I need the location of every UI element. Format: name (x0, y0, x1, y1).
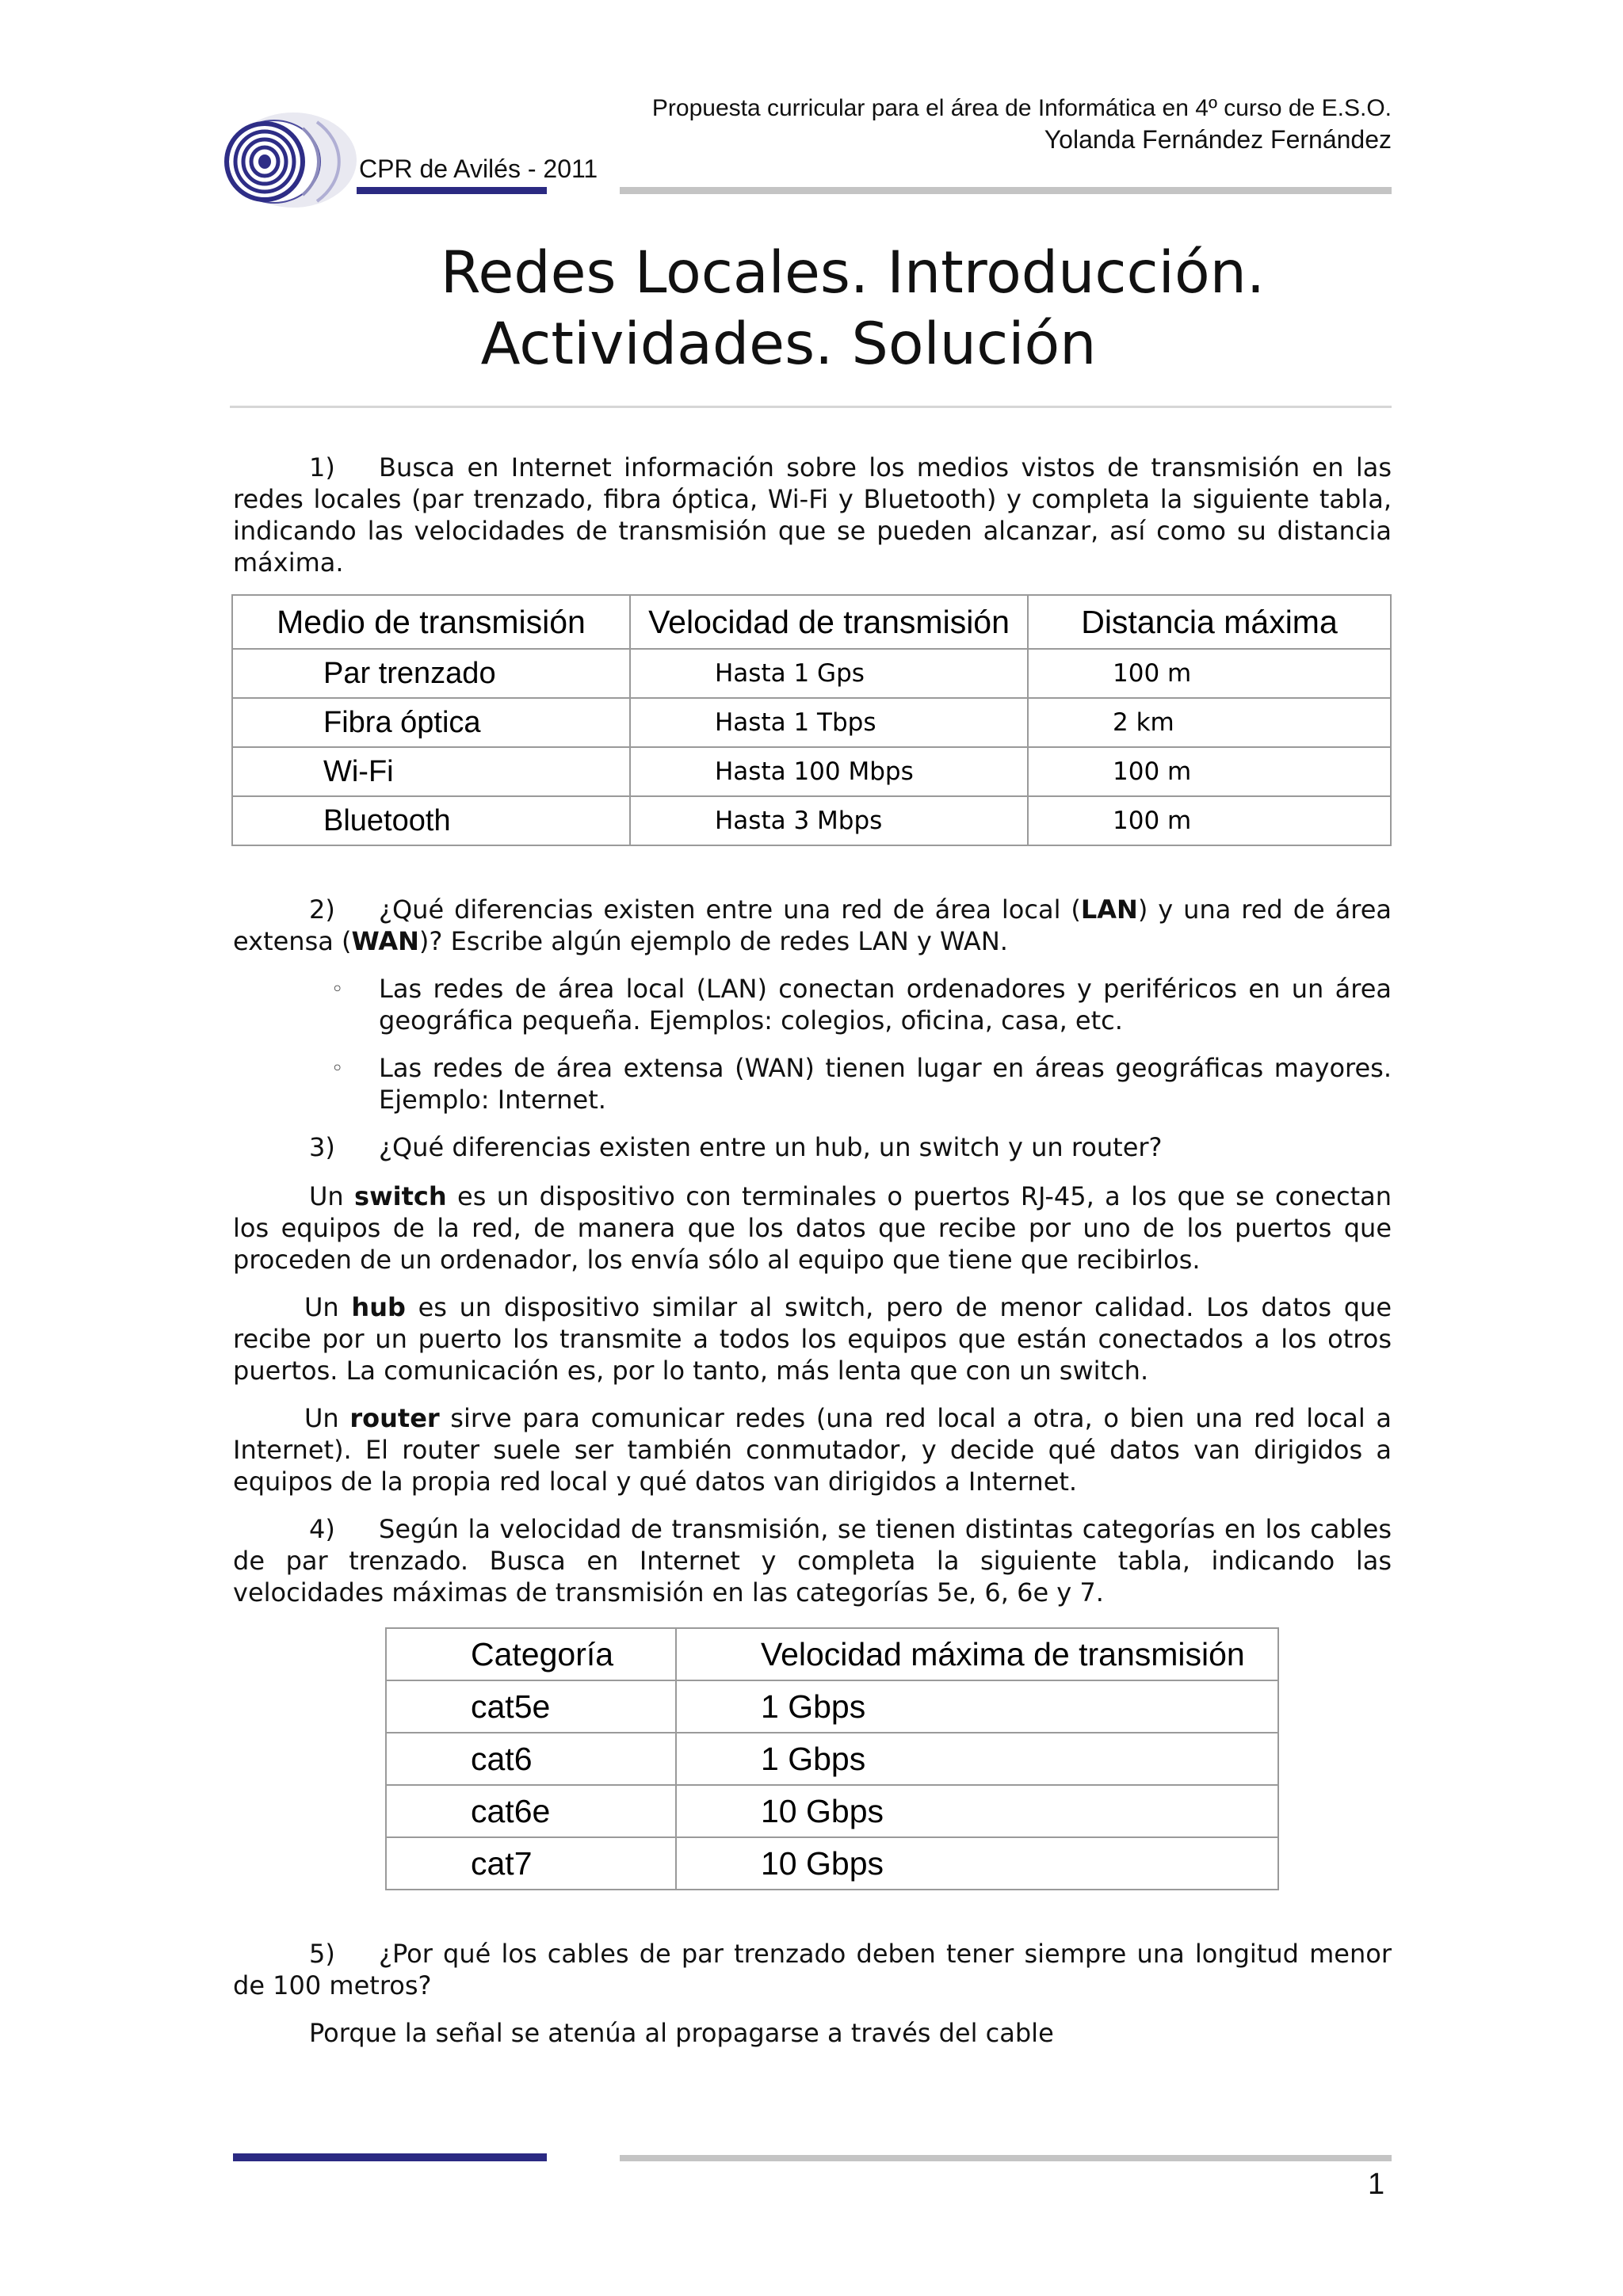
table-row (386, 1837, 1278, 1890)
table-cell: Hasta 1 Gps (630, 649, 1028, 698)
table-cell: Par trenzado (232, 649, 630, 698)
header-course-line: Propuesta curricular para el área de Informática en 4º curso de E.S.O. (651, 95, 1392, 121)
bullet-icon: ◦ (331, 978, 344, 1001)
hub-paragraph (233, 1291, 1392, 1386)
table-header-row (386, 1628, 1278, 1680)
hub-text: es un dispositivo similar al switch, pero de menor calidad. Los datos que recibe por un puerto los transmite a todos los equipos que están conectados a los otros puertos. La comunicación es, por lo tanto, más lenta que con un switch. (233, 1292, 1392, 1386)
table-header-cell: Categoría (386, 1628, 676, 1680)
transmission-media-table (231, 594, 1392, 846)
table-row (232, 649, 1391, 698)
question-2-text-c: )? Escribe algún ejemplo de redes LAN y WAN. (418, 926, 1008, 956)
table-cell: cat6 (386, 1733, 676, 1785)
table-row (232, 747, 1391, 796)
table-row (232, 796, 1391, 845)
question-2-number: 2) (309, 894, 335, 925)
router-text: sirve para comunicar redes (una red local a otra, o bien una red local a Internet). El router suele ser también conmutador, y decide qué datos van dirigidos a equipos de la propia red local y qué datos van dirigidos a Internet. (233, 1403, 1392, 1497)
table-row (386, 1680, 1278, 1733)
table-cell: Bluetooth (232, 796, 630, 845)
table-cell: 1 Gbps (676, 1680, 1278, 1733)
table-cell: cat6e (386, 1785, 676, 1837)
table-cell: 100 m (1028, 796, 1391, 845)
question-5-answer (233, 2017, 1392, 2049)
footer-blue-bar (233, 2153, 547, 2161)
table-header-cell: Velocidad de transmisión (630, 595, 1028, 649)
list-item: Las redes de área extensa (WAN) tienen lugar en áreas geográficas mayores. Ejemplo: Internet. (379, 1053, 1392, 1115)
table-header-cell: Distancia máxima (1028, 595, 1391, 649)
router-paragraph (233, 1402, 1392, 1497)
table-cell: 1 Gbps (676, 1733, 1278, 1785)
title-line-2: Actividades. Solución (480, 311, 1097, 378)
table-header-cell: Medio de transmisión (232, 595, 630, 649)
list-item: Las redes de área local (LAN) conectan ordenadores y periféricos en un área geográfica pequeña. Ejemplos: colegios, oficina, casa, etc. (379, 974, 1392, 1035)
table-cell: 100 m (1028, 747, 1391, 796)
page-number: 1 (1368, 2168, 1385, 2201)
question-5-number: 5) (309, 1939, 335, 1969)
table-row (386, 1785, 1278, 1837)
question-2-text-b: ) y una red de área extensa ( (233, 894, 1392, 956)
question-3 (233, 1131, 1392, 1163)
page-title (230, 238, 1392, 380)
header-blue-bar (357, 187, 547, 194)
table-cell: Fibra óptica (232, 698, 630, 747)
question-5-text: ¿Por qué los cables de par trenzado deben tener siempre una longitud menor de 100 metros? (233, 1939, 1392, 2000)
table-cell: Hasta 100 Mbps (630, 747, 1028, 796)
header-author: Yolanda Fernández Fernández (1044, 125, 1392, 154)
answer-text: Porque la señal se atenúa al propagarse a través del cable (309, 2018, 1054, 2048)
switch-text: es un dispositivo con terminales o puertos RJ-45, a los que se conectan los equipos de la red, de manera que los datos que recibe por uno de los puertos que proceden de un ordenador, los envía sólo al equipo que tiene que recibirlos. (233, 1181, 1392, 1275)
table-row (232, 698, 1391, 747)
table-header-row (232, 595, 1391, 649)
table-row (386, 1733, 1278, 1785)
table-cell: Wi-Fi (232, 747, 630, 796)
hub-pre: Un (304, 1292, 352, 1322)
switch-term: switch (354, 1181, 447, 1211)
lan-term: LAN (1080, 894, 1138, 925)
question-1 (233, 452, 1392, 578)
switch-pre: Un (309, 1181, 355, 1211)
table-header-cell: Velocidad máxima de transmisión (676, 1628, 1278, 1680)
router-pre: Un (304, 1403, 350, 1433)
question-1-number: 1) (309, 452, 335, 482)
question-4-number: 4) (309, 1514, 335, 1544)
concentric-rings-logo-icon (216, 105, 358, 215)
question-4 (233, 1513, 1392, 1608)
table-cell: 10 Gbps (676, 1785, 1278, 1837)
header-gray-bar (620, 187, 1392, 194)
question-5 (233, 1938, 1392, 2001)
hub-term: hub (351, 1292, 406, 1322)
bullet-icon: ◦ (331, 1057, 344, 1081)
title-line-1: Redes Locales. Introducción. (440, 239, 1266, 307)
wan-term: WAN (351, 926, 419, 956)
router-term: router (349, 1403, 440, 1433)
question-3-text: ¿Qué diferencias existen entre un hub, un switch y un router? (379, 1132, 1163, 1162)
table-cell: 2 km (1028, 698, 1391, 747)
table-cell: 100 m (1028, 649, 1391, 698)
question-1-text: Busca en Internet información sobre los medios vistos de transmisión en las redes locales (par trenzado, fibra óptica, Wi-Fi y Bluetooth) y completa la siguiente tabla, indicando las velocidades de transmisión que se pueden alcanzar, así como su distancia máxima. (233, 452, 1392, 578)
table-cell: 10 Gbps (676, 1837, 1278, 1890)
switch-paragraph (233, 1180, 1392, 1276)
title-divider (230, 406, 1392, 408)
cable-category-table (385, 1627, 1279, 1890)
question-2 (233, 894, 1392, 957)
footer-gray-bar (620, 2155, 1392, 2161)
table-cell: Hasta 1 Tbps (630, 698, 1028, 747)
table-cell: cat7 (386, 1837, 676, 1890)
table-cell: cat5e (386, 1680, 676, 1733)
header-cpr: CPR de Avilés - 2011 (359, 154, 598, 183)
question-3-number: 3) (309, 1132, 335, 1162)
question-4-text: Según la velocidad de transmisión, se tienen distintas categorías en los cables de par trenzado. Busca en Internet y completa la siguiente tabla, indicando las velocidades máximas de transmisión en las categorías 5e, 6, 6e y 7. (233, 1514, 1392, 1608)
table-cell: Hasta 3 Mbps (630, 796, 1028, 845)
question-2-text-a: ¿Qué diferencias existen entre una red de área local ( (379, 894, 1081, 925)
